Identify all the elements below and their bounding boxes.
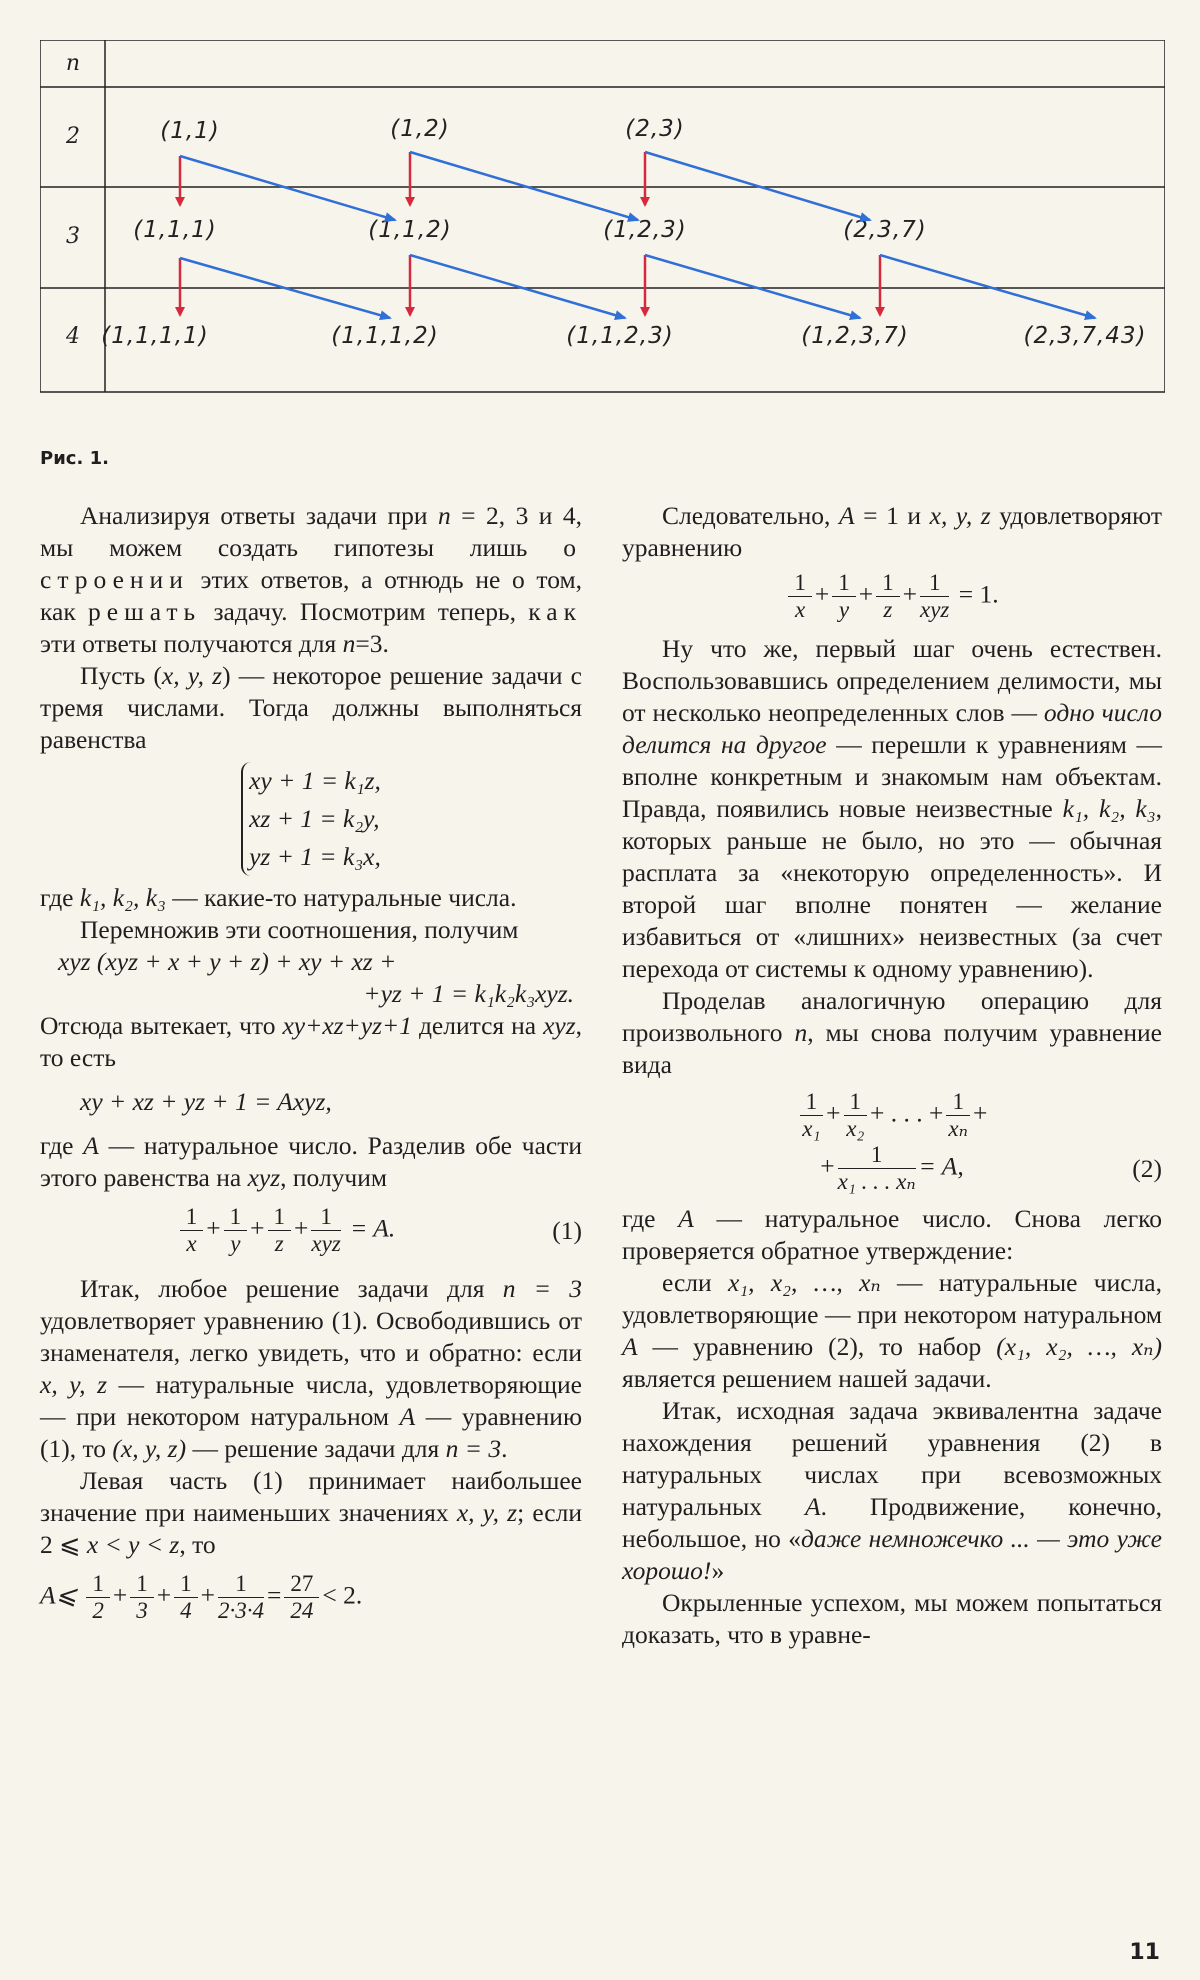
equation-system — [40, 756, 582, 882]
row-label-n2: 2 — [66, 124, 80, 149]
equation-rhs: = A. — [350, 1213, 396, 1243]
fraction: $\frac{1}{2\cdot 3\cdot 4}$ — [218, 1571, 264, 1623]
paragraph: если x₁, x₂, …, xₙ — натуральные числа, удовлетворяющие — при некотором натуральном A — уравнению (2), то набор (x₁, x₂, …, xₙ) является решением нашей задачи. — [622, 1268, 1162, 1393]
equation-2-line-2: + $\frac{1}{\text{x₁ . . . xₙ}}$ = A, (2) — [820, 1142, 1162, 1194]
fraction: $\frac{1}{\text{x₁ . . . xₙ}}$ — [837, 1142, 916, 1194]
paragraph: Следовательно, A = 1 и x, y, z удовлетворяют уравнению — [622, 501, 1162, 562]
fraction: $\frac{1}{y}$ — [832, 570, 856, 623]
system-line-2: xz + 1 = k₂y, — [249, 804, 380, 833]
equation-rhs: = A, — [918, 1151, 964, 1181]
paragraph: Окрыленные успехом, мы можем попытаться доказать, что в уравне- — [622, 1588, 1162, 1649]
fraction: $\frac{1}{x}$ — [788, 570, 812, 623]
equation-rhs: = 1. — [958, 579, 999, 609]
paragraph: Проделав аналогичную операцию для произвольного n, мы снова получим уравнение вида — [622, 986, 1162, 1079]
system-brace — [241, 762, 381, 876]
fraction: $\frac{1}{4}$ — [174, 1571, 198, 1624]
tuple-n3-4: (2,3,7) — [843, 217, 927, 243]
fraction: $\frac{1}{z}$ — [876, 570, 900, 623]
fraction: $\frac{1}{\text{xyz}}$ — [311, 1204, 341, 1256]
right-column — [622, 500, 1162, 1651]
fraction: $\frac{1}{\text{x₂}}$ — [844, 1089, 868, 1142]
fraction: $\frac{1}{3}$ — [130, 1571, 154, 1624]
paragraph: Анализируя ответы задачи при n = 2, 3 и 4, мы можем создать гипотезы лишь о строении этих ответов, а отнюдь не о том, как решать задачу. Посмотрим теперь, как эти ответы получаются для n=3. — [40, 501, 582, 658]
paragraph: Ну что же, первый шаг очень естествен. Воспользовавшись определением делимости, мы от несколько неопределенных слов — одно число делится на другое — перешли к уравнениям — вполне конкретным и знакомым нам объектам. Правда, появились новые неизвестные k₁, k₂, k₃, которых раньше не было, но это — обычная расплата за «некоторую определенность». И второй шаг вполне понятен — желание избавиться от «лишних» неизвестных (за счет перехода от системы к одному уравнению). — [622, 634, 1162, 983]
figure-caption: Рис. 1. — [40, 448, 109, 469]
equation-2-line-1: $\frac{1}{\text{x₁}}$ + $\frac{1}{\text{x₂}}$ + . . . + $\frac{1}{\text{xₙ}}$ + — [622, 1089, 1162, 1142]
tuple-n2-2: (1,2) — [390, 116, 450, 142]
tuple-n4-2: (1,1,1,2) — [331, 323, 439, 349]
header-n-label: n — [65, 51, 81, 76]
fraction: $\frac{27}{24}$ — [284, 1571, 319, 1624]
tuple-n4-1: (1,1,1,1) — [101, 323, 209, 349]
row-label-n4: 4 — [66, 324, 80, 349]
tuple-n4-3: (1,1,2,3) — [566, 323, 674, 349]
equation-rhs: < 2. — [322, 1580, 363, 1610]
equation-lhs: A⩽ — [40, 1580, 77, 1610]
equation-number: (1) — [552, 1215, 582, 1245]
diagonal-arrow — [410, 255, 625, 318]
left-column — [40, 500, 582, 1624]
paragraph: Отсюда вытекает, что xy+xz+yz+1 делится на xyz, то есть — [40, 1011, 582, 1072]
tuple-n3-1: (1,1,1) — [133, 217, 217, 243]
fraction: $\frac{1}{y}$ — [224, 1204, 248, 1257]
diagonal-arrow — [180, 156, 395, 220]
equation-product-2: +yz + 1 = k₁k₂k₃xyz. — [363, 979, 574, 1008]
tuple-n4-4: (1,2,3,7) — [801, 323, 909, 349]
diagonal-arrow — [645, 152, 870, 220]
equation-bound: A⩽ $\frac{1}{2}$ + $\frac{1}{3}$ + $\frac{1}{4}$ + $\frac{1}{2\cdot 3\cdot 4}$ = $\frac{27}{24}$ < 2. — [40, 1571, 363, 1623]
paragraph: где A — натуральное число. Снова легко проверяется обратное утверждение: — [622, 1204, 1162, 1265]
diagonal-arrow — [880, 255, 1095, 318]
system-line-3: yz + 1 = k₃x, — [249, 842, 381, 871]
paragraph: Левая часть (1) принимает наибольшее значение при наименьших значениях x, y, z; если 2 ⩽ x < y < z, то — [40, 1466, 582, 1559]
paragraph: Итак, исходная задача эквивалентна задаче нахождения решений уравнения (2) в натуральных числах при всевозможных натуральных A. Продвижение, конечно, небольшое, но «даже немножечко ... — это уже хорошо!» — [622, 1396, 1162, 1585]
fraction: $\frac{1}{2}$ — [86, 1571, 110, 1624]
system-line-1: xy + 1 = k₁z, — [249, 766, 381, 795]
fraction: $\frac{1}{z}$ — [268, 1204, 292, 1257]
paragraph: где k₁, k₂, k₃ — какие-то натуральные числа. — [40, 883, 517, 912]
page-number: 11 — [1129, 1940, 1160, 1965]
paragraph: Пусть (x, y, z) — некоторое решение задачи с тремя числами. Тогда должны выполняться равенства — [40, 661, 582, 754]
tuple-n4-5: (2,3,7,43) — [1023, 323, 1147, 349]
tuple-n2-1: (1,1) — [160, 118, 220, 144]
equation-1: $\frac{1}{x}$ + $\frac{1}{y}$ + $\frac{1}{z}$ + $\frac{1}{\text{xyz}}$ = A. (1) — [40, 1204, 582, 1257]
tuple-n2-3: (2,3) — [625, 116, 685, 142]
equation-product-1: xyz (xyz + x + y + z) + xy + xz + — [58, 947, 397, 976]
fraction: $\frac{1}{\text{xₙ}}$ — [948, 1089, 968, 1141]
row-label-n3: 3 — [66, 224, 80, 249]
fraction: $\frac{1}{\text{x₁}}$ — [800, 1089, 824, 1142]
diagonal-arrow — [645, 255, 860, 318]
figure-tuple-tree — [40, 40, 1165, 395]
paragraph: Итак, любое решение задачи для n = 3 удовлетворяет уравнению (1). Освободившись от знаменателя, легко увидеть, что и обратно: если x, y, z — натуральные числа, удовлетворяющие — при некотором натуральном A — уравнению (1), то (x, y, z) — решение задачи для n = 3. — [40, 1274, 582, 1463]
fraction: $\frac{1}{x}$ — [180, 1204, 204, 1257]
equation-a: xy + xz + yz + 1 = Axyz, — [80, 1087, 332, 1116]
equation-number: (2) — [1132, 1153, 1162, 1183]
tuple-n3-3: (1,2,3) — [603, 217, 687, 243]
tuple-n3-2: (1,1,2) — [368, 217, 452, 243]
fraction: $\frac{1}{\text{xyz}}$ — [920, 570, 950, 622]
paragraph: где A — натуральное число. Разделив обе части этого равенства на xyz, получим — [40, 1131, 582, 1192]
equation-one: $\frac{1}{x}$ + $\frac{1}{y}$ + $\frac{1}{z}$ + $\frac{1}{\text{xyz}}$ = 1. — [622, 570, 1162, 623]
diagonal-arrow — [410, 152, 638, 220]
paragraph: Перемножив эти соотношения, получим — [80, 915, 519, 944]
